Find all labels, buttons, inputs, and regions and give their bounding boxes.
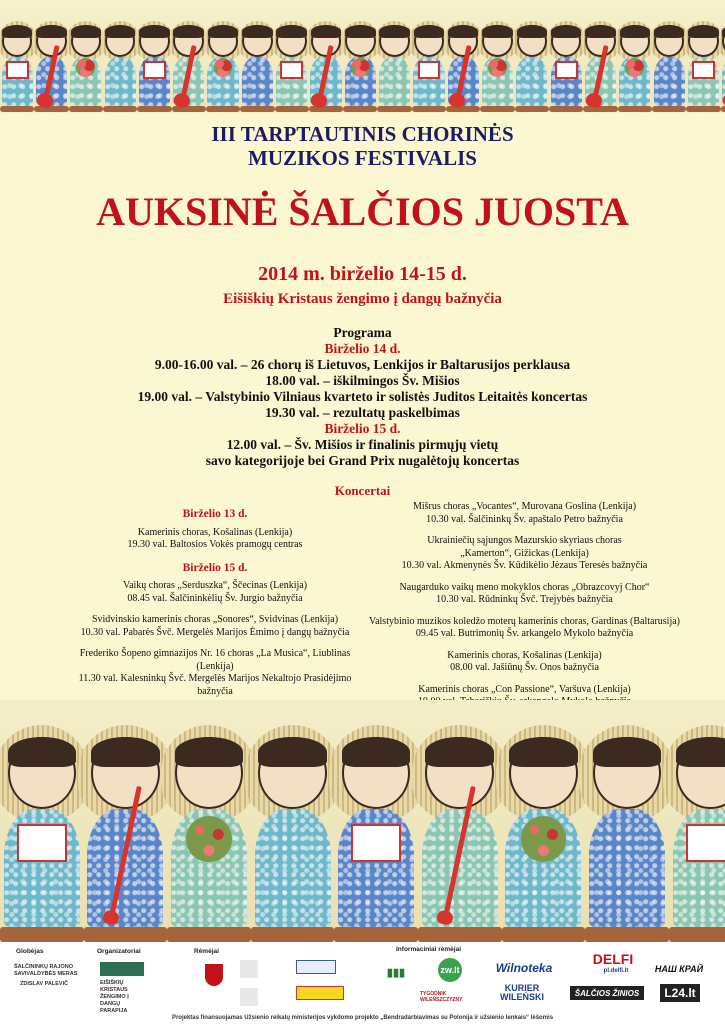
funding-credit: Projektas finansuojamas Užsienio reikalų ministerijos vykdomo projekto „Bendradarbiavimas su Polonija ir užsienio lenkais“ lėšomis	[171, 1015, 554, 1021]
program-day1-item: 18.00 val. – iškilmingos Šv. Mišios	[265, 373, 460, 388]
angel-figure	[251, 737, 335, 942]
globejas-label: Globėjas	[16, 948, 44, 955]
figure-base	[84, 927, 168, 942]
festival-title: AUKSINĖ ŠALČIOS JUOSTA	[96, 189, 629, 234]
figure-base	[515, 106, 549, 112]
figure-base	[502, 927, 586, 942]
concert-detail: 10.30 val. Akmenynės Šv. Kūdikėlio Jėzaus Teresės bažnyčia	[401, 560, 648, 571]
concert-entry	[362, 582, 687, 607]
angel-head	[585, 25, 616, 57]
angel-head	[345, 25, 376, 57]
angel-figure	[206, 25, 240, 112]
figure-base	[549, 106, 583, 112]
subtitle-line-1: III TARPTAUTINIS CHORINĖS	[211, 122, 514, 146]
program-day1: Birželio 14 d.	[324, 341, 401, 356]
angel-figure	[103, 25, 137, 112]
festival-subtitle	[0, 122, 725, 170]
angel-figure	[412, 25, 446, 112]
figure-base	[418, 927, 502, 942]
figure-base	[0, 927, 84, 942]
organizers-label: Organizatoriai	[97, 948, 141, 955]
flowers-decoration	[521, 816, 567, 862]
angel-figure	[343, 25, 377, 112]
concert-entry	[60, 614, 370, 639]
media-logo-l24: L24.lt	[660, 984, 700, 1002]
program-day2-item: 12.00 val. – Šv. Mišios ir finalinis pirmųjų vietų	[226, 437, 499, 452]
angel-head	[509, 737, 578, 809]
figure-base	[309, 106, 343, 112]
angel-robe	[242, 57, 273, 105]
concert-detail: 19.30 val. Baltosios Vokės pramogų centras	[127, 539, 303, 550]
concert-entry	[60, 527, 370, 552]
concert-entry	[60, 648, 370, 698]
angel-figure	[549, 25, 583, 112]
angel-head	[175, 737, 244, 809]
angel-head	[688, 25, 719, 57]
concert-name: Kamerinis choras, Košalinas (Lenkija)	[137, 526, 293, 538]
book-decoration	[143, 61, 166, 79]
figure-base	[583, 106, 617, 112]
concert-detail: 10.30 val. Rūdninkų Švč. Trejybės bažnyčia	[436, 594, 613, 605]
concert-name: Valstybinio muzikos koledžo moterų kamerinis choras, Gardinas (Baltarusija)	[368, 615, 681, 627]
angel-figure	[480, 25, 514, 112]
flowers-decoration	[351, 58, 370, 77]
angel-figure	[721, 25, 725, 112]
book-decoration	[351, 824, 401, 862]
concert-entry	[362, 650, 687, 675]
angel-figure	[275, 25, 309, 112]
figure-base	[206, 106, 240, 112]
program-section	[0, 325, 725, 469]
angel-head	[258, 737, 327, 809]
angel-head	[8, 737, 77, 809]
angel-figure	[334, 737, 418, 942]
angel-figure	[0, 25, 34, 112]
concert-detail: 10.30 val. Šalčininkų Šv. apaštalo Petro bažnyčia	[426, 513, 623, 525]
angel-figure	[502, 737, 586, 942]
concert-detail: 09.45 val. Butrimonių Šv. arkangelo Mykolo bažnyčia	[415, 628, 634, 639]
festival-venue: Eišiškių Kristaus žengimo į dangų bažnyčia	[223, 291, 502, 307]
concerts-left-day2: Birželio 15 d.	[182, 561, 248, 574]
angel-figure	[167, 737, 251, 942]
program-day1-item: 9.00-16.00 val. – 26 chorų iš Lietuvos, Lenkijos ir Baltarusijos perklausa	[154, 357, 571, 372]
concert-name: Svidvinskio kamerinis choras „Sonores“, Svidvinas (Lenkija)	[91, 614, 339, 625]
sponsor-logo	[296, 986, 344, 1000]
flowers-decoration	[186, 816, 232, 862]
book-decoration	[555, 61, 578, 79]
figure-base	[334, 927, 418, 942]
angel-head	[482, 25, 513, 57]
senate-emblem-icon	[240, 988, 258, 1006]
concert-entry	[60, 580, 370, 605]
media-logo: ▮▮▮	[386, 966, 406, 979]
figure-base	[669, 927, 725, 942]
angel-head	[36, 25, 67, 57]
figure-base	[137, 106, 171, 112]
organizer-logo-1	[100, 962, 144, 976]
angel-figure	[34, 25, 68, 112]
concert-detail: 11.30 val. Kalesninkų Švč. Mergelės Marijos Nekaltojo Prasidėjimo bažnyčia	[78, 673, 352, 697]
angel-figure	[446, 25, 480, 112]
angel-figure	[583, 25, 617, 112]
media-logo-salcios-zinios: ŠALČIOS ŽINIOS	[570, 986, 644, 1000]
info-sponsors-label: Informaciniai rėmėjai	[396, 946, 462, 953]
angel-head	[91, 737, 160, 809]
angel-figure	[585, 737, 669, 942]
concert-name-extra: „Kamerton“, Gižickas (Lenkija)	[460, 547, 589, 559]
figure-base	[686, 106, 720, 112]
angel-figure	[69, 25, 103, 112]
angel-figure	[0, 737, 84, 942]
program-day2: Birželio 15 d.	[324, 421, 401, 436]
angel-figure	[172, 25, 206, 112]
festival-dates: 2014 m. birželio 14-15 d.	[258, 263, 467, 285]
coat-of-arms-icon	[205, 964, 223, 986]
angel-robe	[379, 57, 410, 105]
bottom-angels-band	[0, 700, 725, 942]
figure-base	[69, 106, 103, 112]
figure-base	[240, 106, 274, 112]
figure-base	[275, 106, 309, 112]
book-decoration	[686, 824, 725, 862]
media-logo-delfi: DELFI	[592, 951, 634, 967]
figure-base	[412, 106, 446, 112]
book-decoration	[280, 61, 303, 79]
angel-figure	[309, 25, 343, 112]
sponsor-logo	[296, 960, 336, 974]
concerts-right-column	[362, 501, 687, 718]
angel-figure	[84, 737, 168, 942]
program-day2-item: savo kategorijoje bei Grand Prix nugalėtojų koncertas	[205, 453, 520, 468]
flowers-decoration	[488, 58, 507, 77]
figure-base	[377, 106, 411, 112]
sponsors-footer	[0, 942, 725, 1024]
program-day1-item: 19.00 val. – Valstybinio Vilniaus kvarteto ir solistės Juditos Leitaitės koncertas	[137, 389, 588, 404]
globejas-org: ŠALČININKŲ RAJONO SAVIVALDYBĖS MERAS	[14, 964, 78, 977]
concert-name: Mišrus choras „Vocantes“, Murovana Goslina (Lenkija)	[412, 501, 637, 512]
angel-figure	[652, 25, 686, 112]
angel-head	[379, 25, 410, 57]
figure-base	[480, 106, 514, 112]
angel-figure	[377, 25, 411, 112]
figure-base	[34, 106, 68, 112]
media-logo-nash-kraj: НАШ КРАЙ	[654, 964, 704, 974]
book-decoration	[418, 61, 441, 79]
flowers-decoration	[625, 58, 644, 77]
book-decoration	[692, 61, 715, 79]
figure-base	[585, 927, 669, 942]
figure-base	[721, 106, 725, 112]
concert-name: Kamerinis choras „Con Passione“, Varšuva (Lenkija)	[418, 683, 631, 695]
angel-robe	[589, 809, 665, 927]
media-logo-zw: zw.lt	[438, 958, 462, 982]
angel-figure	[137, 25, 171, 112]
top-angels-band	[0, 0, 725, 112]
organizer-2: EIŠIŠKIŲ KRISTAUS ŽENGIMO Į DANGŲ PARAPIJA	[100, 980, 129, 1014]
angel-figure	[669, 737, 725, 942]
angel-head	[342, 737, 411, 809]
concert-name: Frederiko Šopeno gimnazijos Nr. 16 choras „La Musica“, Liublinas (Lenkija)	[79, 648, 351, 672]
angel-head	[593, 737, 662, 809]
angel-head	[139, 25, 170, 57]
book-decoration	[6, 61, 29, 79]
concert-name: Kamerinis choras, Košalinas (Lenkija)	[447, 649, 602, 661]
concert-name: Ukrainiečių sąjungos Mazurskio skyriaus choras	[427, 535, 622, 546]
program-label: Programa	[333, 325, 392, 340]
media-logo-kurier: KURIER WILEŃSKI	[500, 983, 544, 1002]
concerts-left-day1: Birželio 13 d.	[182, 508, 248, 520]
globejas-name: ZDISLAV PALEVIČ	[20, 981, 69, 987]
concert-detail: 08.45 val. Šalčininkėlių Šv. Jurgio bažnyčia	[127, 592, 303, 604]
concert-entry	[362, 535, 687, 573]
angel-figure	[686, 25, 720, 112]
angel-head	[242, 25, 273, 57]
angel-figure	[240, 25, 274, 112]
concert-name: Naugarduko vaikų meno mokyklos choras „Obrazcovyj Chor“	[399, 581, 650, 593]
angel-figure	[418, 737, 502, 942]
media-logo-wilnoteka: Wilnoteka	[495, 961, 553, 975]
angel-figure	[618, 25, 652, 112]
angel-head	[425, 737, 494, 809]
book-decoration	[17, 824, 67, 862]
figure-base	[446, 106, 480, 112]
program-day1-item: 19.30 val. – rezultatų paskelbimas	[265, 405, 460, 420]
concert-entry	[362, 501, 687, 526]
concerts-left-column	[60, 508, 370, 707]
angel-robe	[105, 57, 136, 105]
angel-robe	[516, 57, 547, 105]
figure-base	[167, 927, 251, 942]
figure-base	[652, 106, 686, 112]
angel-robe	[255, 809, 331, 927]
flowers-decoration	[76, 58, 95, 77]
concert-detail: 08.00 val. Jašiūnų Šv. Onos bažnyčia	[450, 662, 599, 673]
angel-robe	[87, 809, 163, 927]
figure-base	[103, 106, 137, 112]
concert-name: Vaikų choras „Serduszka“, Ščecinas (Lenkija)	[122, 580, 308, 591]
sponsors-label: Rėmėjai	[194, 948, 219, 955]
angel-figure	[515, 25, 549, 112]
concert-detail: 10.30 val. Pabarės Švč. Mergelės Marijos Ėmimo į dangų bažnyčia	[80, 626, 350, 638]
media-logo-tygodnik: TYGODNIK WILEŃSZCZYZNY	[420, 991, 463, 1003]
figure-base	[0, 106, 34, 112]
angel-robe	[422, 809, 498, 927]
concerts-label: Koncertai	[334, 483, 391, 498]
figure-base	[618, 106, 652, 112]
media-logo-delfi-url: pl.delfi.lt	[603, 968, 629, 974]
figure-base	[172, 106, 206, 112]
angel-robe	[654, 57, 685, 105]
concert-entry	[362, 616, 687, 641]
figure-base	[251, 927, 335, 942]
figure-base	[343, 106, 377, 112]
subtitle-line-2: MUZIKOS FESTIVALIS	[248, 146, 477, 170]
flowers-decoration	[214, 58, 233, 77]
ministry-emblem-icon	[240, 960, 258, 978]
